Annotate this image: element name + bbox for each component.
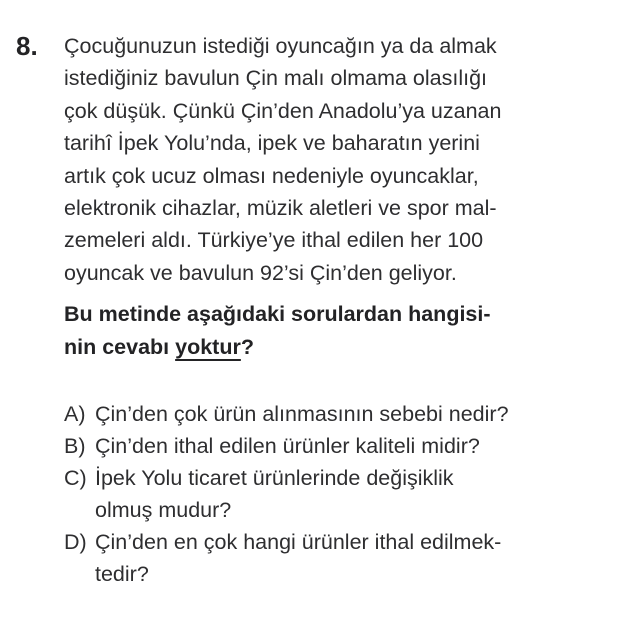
question-passage [64, 30, 624, 289]
question-stem [64, 298, 624, 364]
stem-line-1: Bu metinde aşağıdaki sorulardan hangisi- [64, 302, 491, 326]
passage-line: artık çok ucuz olması nedeniyle oyuncaklar, [64, 163, 479, 188]
option-text-line: olmuş mudur? [95, 498, 232, 522]
passage-line: tarihî İpek Yolu’nda, ipek ve baharatın yerini [64, 131, 480, 156]
option-text-line: Çin’den çok ürün alınmasının sebebi nedir? [95, 402, 509, 426]
stem-emphasis-word: yoktur [175, 335, 241, 359]
passage-line: istediğiniz bavulun Çin malı olmama olasılığı [64, 66, 488, 91]
passage-line: oyuncak ve bavulun 92’si Çin’den geliyor. [64, 260, 457, 285]
option-text [95, 430, 624, 462]
option-letter: D) [64, 530, 87, 554]
question-number: 8. [16, 31, 38, 61]
option-d[interactable] [64, 526, 624, 590]
option-text-line: tedir? [95, 562, 149, 586]
option-letter: C) [64, 466, 87, 490]
stem-line-2 [64, 331, 624, 364]
option-a[interactable] [64, 398, 624, 430]
answer-options [64, 398, 624, 590]
option-text [95, 398, 624, 430]
passage-line: zemeleri aldı. Türkiye’ye ithal edilen her 100 [64, 228, 484, 253]
option-b[interactable] [64, 430, 624, 462]
stem-suffix: ? [240, 335, 254, 359]
stem-prefix: nin cevabı [64, 335, 176, 359]
option-text [95, 526, 624, 590]
option-text-line: İpek Yolu ticaret ürünlerinde değişiklik [95, 466, 454, 490]
passage-line: elektronik cihazlar, müzik aletleri ve spor mal- [64, 196, 497, 221]
passage-line: Çocuğunuzun istediği oyuncağın ya da almak [64, 34, 497, 58]
option-text-line: Çin’den ithal edilen ürünler kaliteli midir? [95, 434, 480, 458]
option-text-line: Çin’den en çok hangi ürünler ithal edilmek- [95, 530, 502, 554]
passage-line: çok düşük. Çünkü Çin’den Anadolu’ya uzanan [64, 98, 502, 123]
option-letter: B) [64, 434, 86, 458]
option-c[interactable] [64, 462, 624, 526]
option-text [95, 462, 624, 526]
option-letter: A) [64, 402, 86, 426]
